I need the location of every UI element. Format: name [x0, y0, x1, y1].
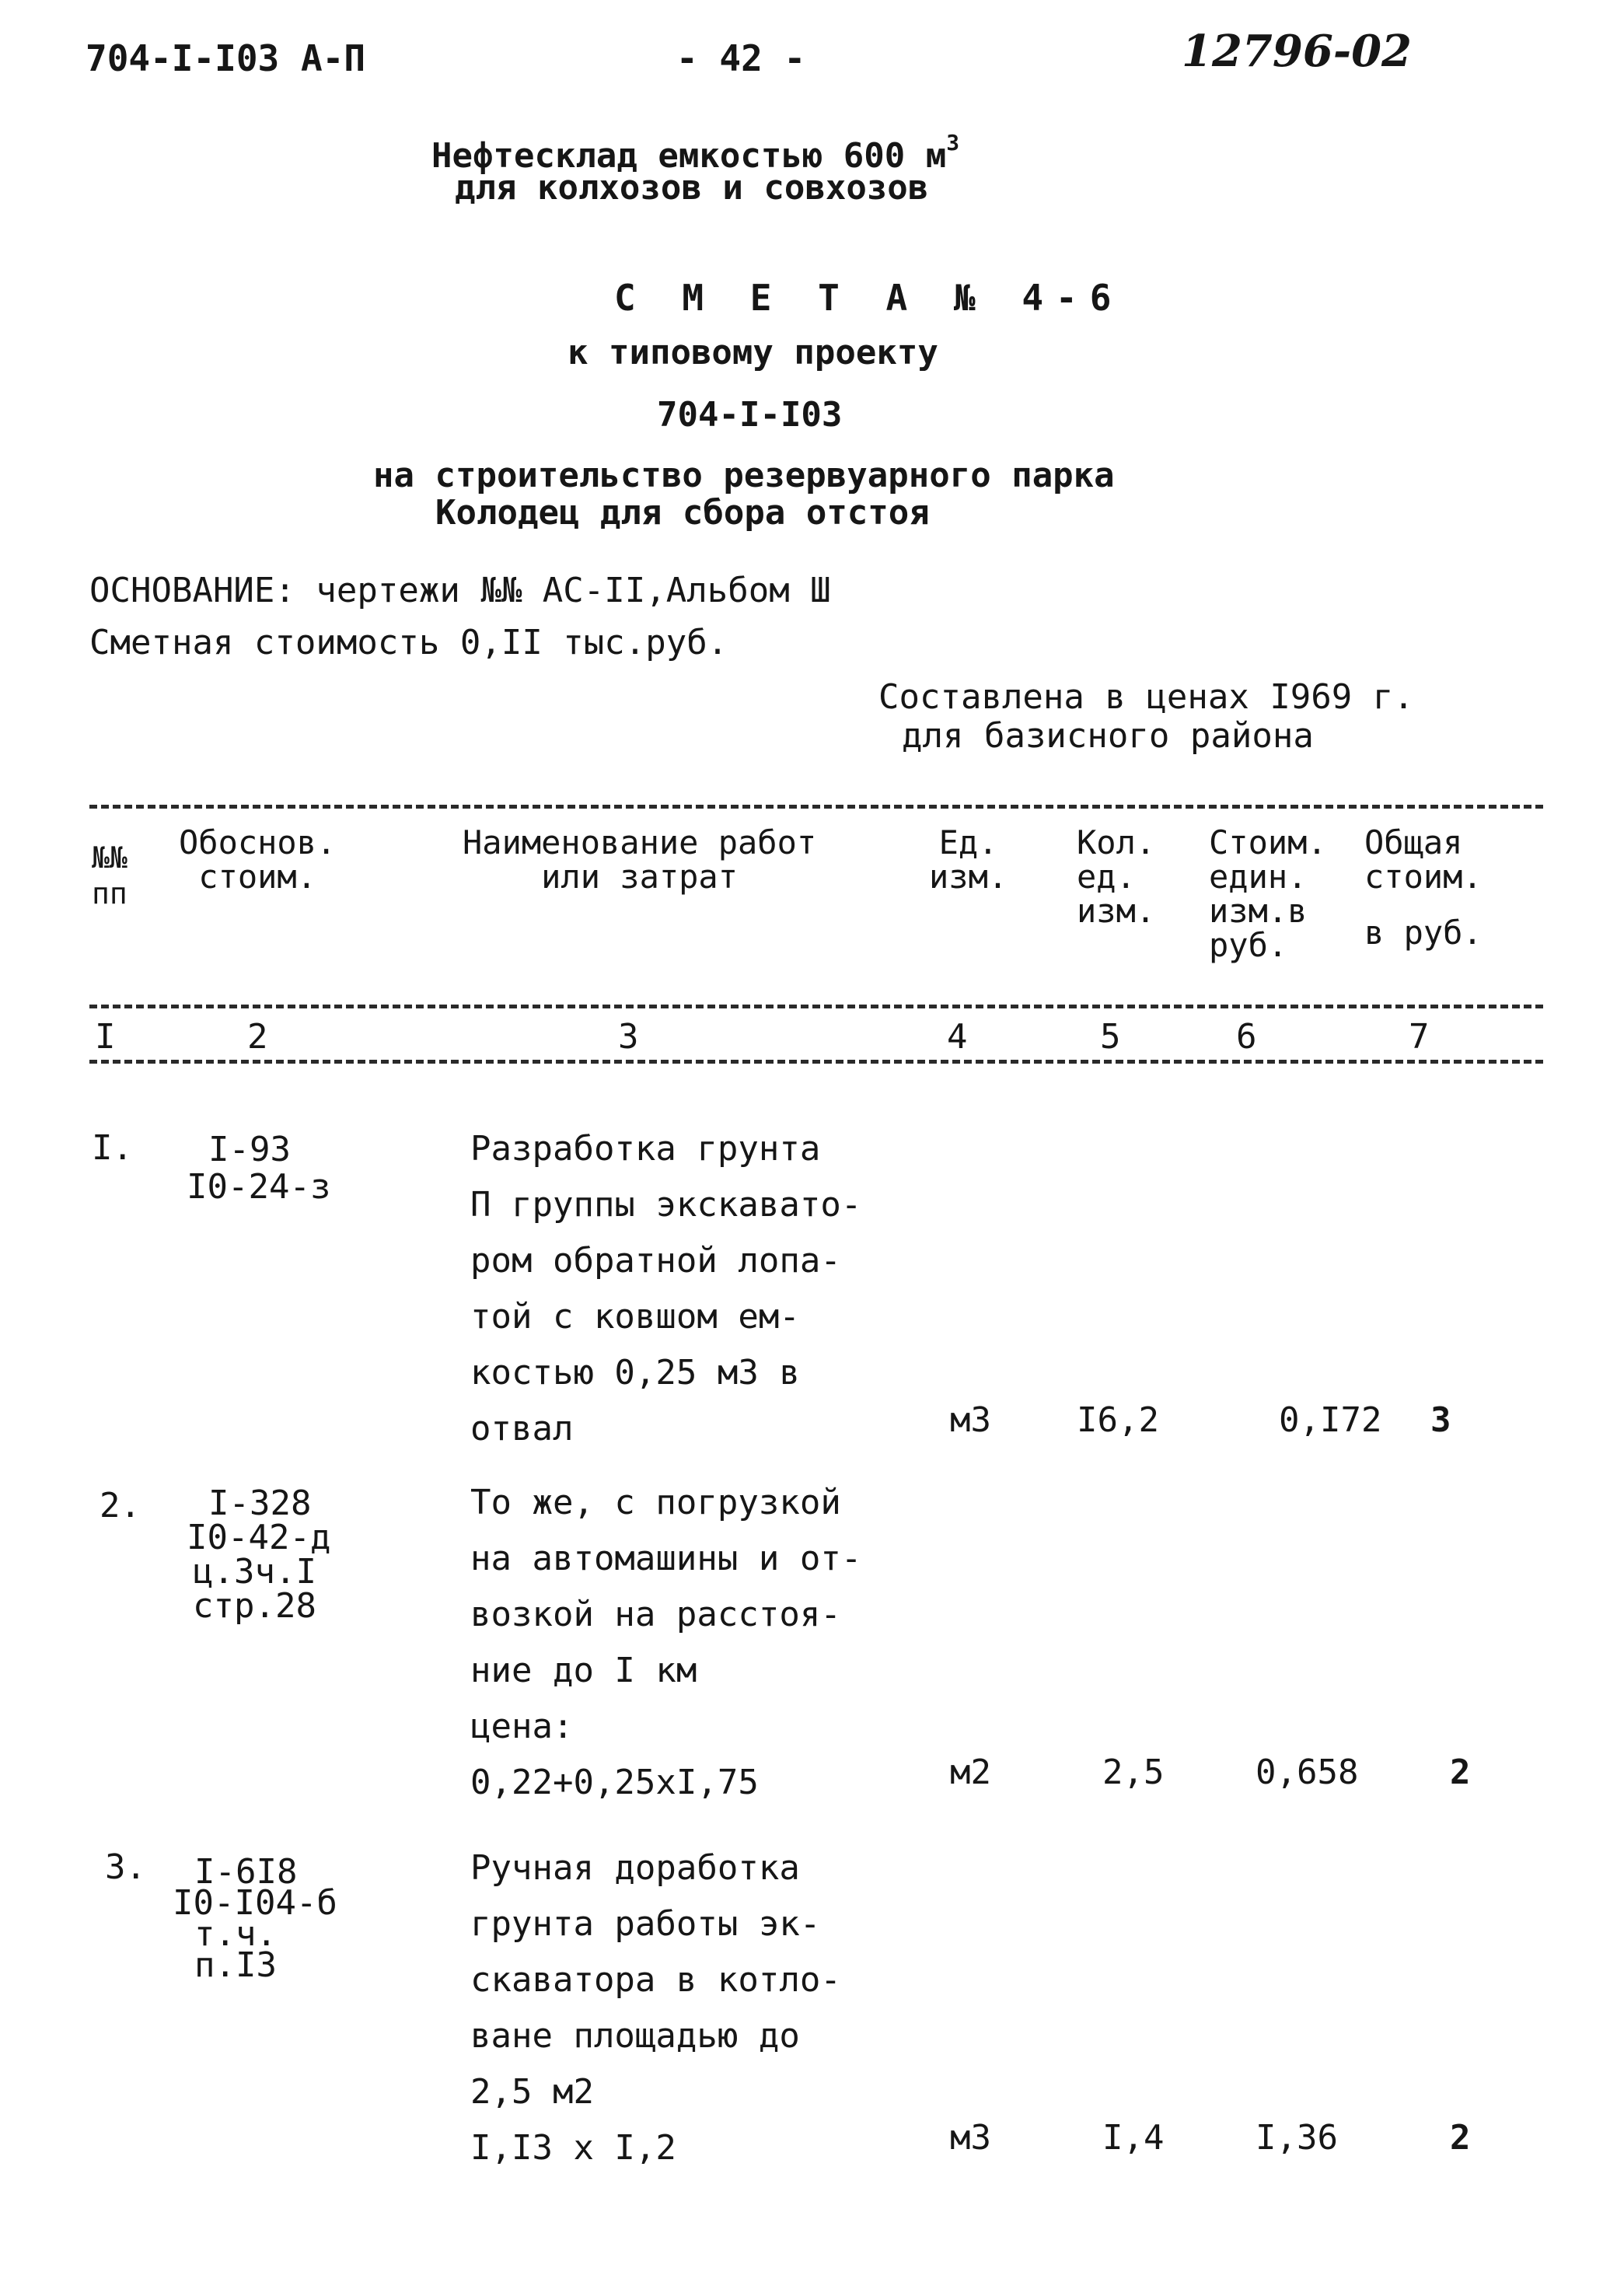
row-1-unit: м3: [950, 1400, 991, 1440]
row-1-basis: I-93 I0-24-з: [187, 1130, 331, 1207]
archive-stamp: 12796-02: [1182, 26, 1412, 77]
title-line-6: Колодец для сбора отстоя: [435, 493, 930, 533]
header-bottom-rule: [89, 1005, 1543, 1008]
row-3-basis: I-6I8 I0-I04-б т.ч. п.I3: [173, 1852, 337, 1985]
header-col-2: Обоснов. стоим.: [179, 823, 337, 896]
row-2-quantity: 2,5: [1102, 1753, 1165, 1792]
col-numbers-rule: [89, 1060, 1543, 1064]
row-3-quantity: I,4: [1102, 2118, 1165, 2158]
title-line-5: на строительство резервуарного парка: [373, 456, 1115, 495]
prices-line-2: для базисного района: [902, 716, 1314, 756]
col-number-2: 2: [247, 1017, 268, 1057]
header-col-6: Стоим. един. изм.в руб.: [1209, 823, 1327, 964]
row-2-description: То же, с погрузкой на автомашины и от- возкой на расстоя- ние до I км цена: 0,22+0,25хI,75: [470, 1483, 862, 1802]
row-2-unit: м2: [950, 1753, 991, 1792]
title-line-3: к типовому проекту: [568, 333, 938, 372]
header-col-3: Наименование работ или затрат: [463, 823, 817, 896]
row-1-number: I.: [92, 1128, 133, 1168]
row-1-description: Разработка грунта П группы экскавато- ром обратной лопа- той с ковшом ем- костью 0,25 м3 в отвал: [470, 1129, 862, 1449]
estimated-cost-line: Сметная стоимость 0,II тыс.руб.: [89, 623, 728, 662]
col-number-5: 5: [1100, 1017, 1121, 1057]
col-number-1: I: [95, 1017, 116, 1057]
project-number: 704-I-I03: [657, 395, 843, 435]
row-1-quantity: I6,2: [1077, 1400, 1159, 1440]
row-2-number: 2.: [100, 1486, 141, 1525]
col-number-3: 3: [618, 1017, 639, 1057]
prices-line-1: Составлена в ценах I969 г.: [878, 677, 1414, 717]
col-number-7: 7: [1409, 1017, 1430, 1057]
row-1-total: 3: [1430, 1400, 1451, 1440]
col-number-4: 4: [947, 1017, 968, 1057]
row-3-number: 3.: [105, 1847, 146, 1887]
row-3-description: Ручная доработка грунта работы эк- скаватора в котло- ване площадью до 2,5 м2 I,I3 х I,2: [470, 1848, 841, 2168]
title-line-2: для колхозов и совхозов: [455, 168, 929, 208]
title-line-1: Нефтесклад емкостью 600 $м^3$: [431, 130, 960, 176]
row-3-unit: м3: [950, 2118, 991, 2158]
row-1-unit-price: 0,I72: [1279, 1400, 1382, 1440]
table-top-rule: [89, 805, 1543, 809]
row-2-total: 2: [1450, 1753, 1471, 1792]
header-col-7: Общая стоим. в руб.: [1364, 823, 1483, 952]
basis-line: ОСНОВАНИЕ: чертежи №№ АС-II,Альбом Ш: [89, 571, 831, 610]
header-col-5: Кол. ед. изм.: [1077, 823, 1156, 930]
page-number: - 42 -: [676, 37, 806, 79]
row-2-basis: I-328 I0-42-д ц.3ч.I стр.28: [187, 1483, 331, 1626]
col-number-6: 6: [1236, 1017, 1257, 1057]
estimate-title: С М Е Т А № 4-6: [614, 277, 1124, 319]
row-3-unit-price: I,36: [1256, 2118, 1338, 2158]
row-2-unit-price: 0,658: [1256, 1753, 1359, 1792]
document-code: 704-I-I03 А-П: [86, 37, 366, 79]
header-col-1: №№ пп: [92, 840, 127, 910]
header-col-4: Ед. изм.: [929, 823, 1008, 896]
row-3-total: 2: [1450, 2118, 1471, 2158]
